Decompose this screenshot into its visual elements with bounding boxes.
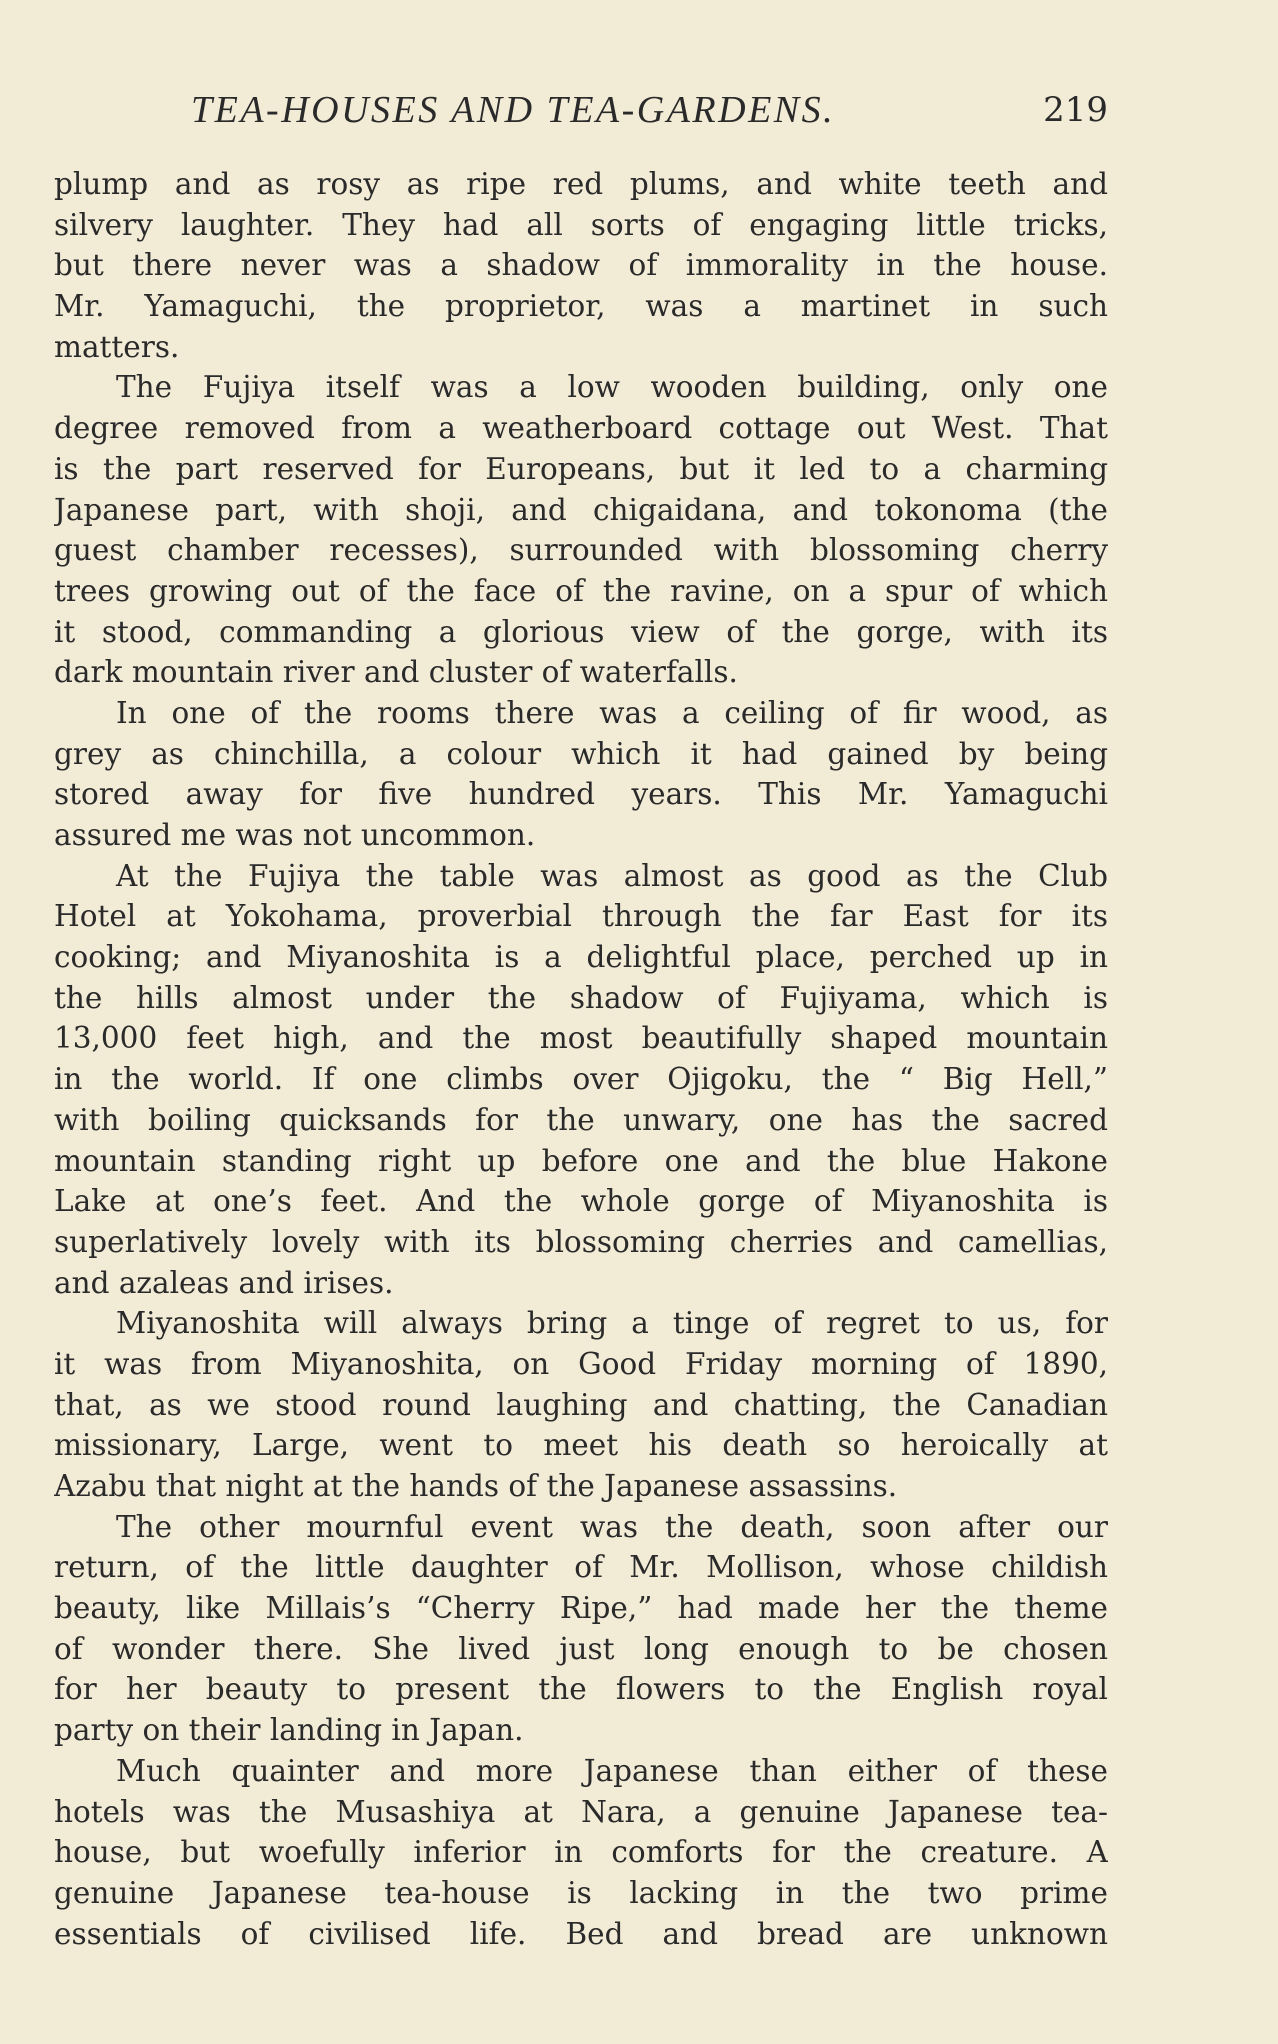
text-line: hotels was the Musashiya at Nara, a genuine Japanese tea- [54, 1794, 1108, 1829]
text-line: Miyanoshita will always bring a tinge of regret to us, for [116, 1306, 1108, 1341]
text-line: genuine Japanese tea-house is lacking in the two prime [54, 1875, 1108, 1910]
text-line: Japanese part, with shoji, and chigaidana, and tokonoma (the [54, 492, 1108, 527]
text-line: with boiling quicksands for the unwary, one has the sacred [54, 1102, 1108, 1137]
text-line: it stood, commanding a glorious view of the gorge, with its [54, 614, 1108, 649]
text-line: the hills almost under the shadow of Fujiyama, which is [54, 980, 1108, 1015]
text-line: trees growing out of the face of the ravine, on a spur of which [54, 573, 1108, 608]
text-line: Lake at one’s feet. And the whole gorge of Miyanoshita is [54, 1184, 1108, 1219]
text-line: and azaleas and irises. [54, 1265, 394, 1300]
text-line: degree removed from a weatherboard cottage out West. That [54, 411, 1108, 446]
page-number: 219 [1043, 90, 1108, 130]
text-line: essentials of civilised life. Bed and bread are unknown [54, 1916, 1108, 1951]
text-line: superlatively lovely with its blossoming cherries and camellias, [54, 1224, 1108, 1259]
text-line: mountain standing right up before one and the blue Hakone [54, 1143, 1108, 1178]
text-line: is the part reserved for Europeans, but it led to a charming [54, 451, 1108, 486]
text-line: Much quainter and more Japanese than either of these [116, 1753, 1108, 1788]
text-line: but there never was a shadow of immorality in the house. [54, 248, 1108, 283]
text-line: 13,000 feet high, and the most beautifully shaped mountain [54, 1021, 1108, 1056]
text-line: Hotel at Yokohama, proverbial through the far East for its [54, 899, 1108, 934]
text-line: for her beauty to present the flowers to the English royal [54, 1672, 1108, 1707]
body-text [54, 164, 1108, 1954]
text-line: stored away for five hundred years. This Mr. Yamaguchi [54, 777, 1108, 812]
text-line: guest chamber recesses), surrounded with blossoming cherry [54, 533, 1108, 568]
text-line: matters. [54, 329, 180, 364]
text-line: in the world. If one climbs over Ojigoku, the “ Big Hell,” [54, 1062, 1108, 1097]
text-line: cooking; and Miyanoshita is a delightful place, perched up in [54, 940, 1108, 975]
text-line: that, as we stood round laughing and chatting, the Canadian [54, 1387, 1108, 1422]
text-line: The Fujiya itself was a low wooden building, only one [116, 370, 1108, 405]
text-line: house, but woefully inferior in comforts for the creature. A [54, 1835, 1108, 1870]
text-line: silvery laughter. They had all sorts of engaging little tricks, [54, 207, 1108, 242]
text-line: dark mountain river and cluster of waterfalls. [54, 655, 738, 690]
text-line: In one of the rooms there was a ceiling of fir wood, as [116, 695, 1108, 730]
text-line: assured me was not uncommon. [54, 818, 536, 852]
text-line: beauty, like Millais’s “Cherry Ripe,” had made her the theme [54, 1591, 1108, 1626]
text-line: it was from Miyanoshita, on Good Friday morning of 1890, [54, 1346, 1108, 1381]
text-line: return, of the little daughter of Mr. Mollison, whose childish [54, 1550, 1108, 1585]
text-line: Mr. Yamaguchi, the proprietor, was a martinet in such [54, 289, 1108, 324]
book-page [54, 0, 1108, 2044]
text-line: Azabu that night at the hands of the Japanese assassins. [54, 1469, 898, 1503]
text-line: missionary, Large, went to meet his death so heroically at [54, 1428, 1108, 1463]
text-line: of wonder there. She lived just long enough to be chosen [54, 1631, 1108, 1666]
text-line: At the Fujiya the table was almost as good as the Club [116, 858, 1108, 893]
text-line: The other mournful event was the death, soon after our [116, 1509, 1108, 1544]
text-line: grey as chinchilla, a colour which it had gained by being [54, 736, 1108, 771]
text-line: party on their landing in Japan. [54, 1713, 524, 1748]
text-line: plump and as rosy as ripe red plums, and white teeth and [54, 167, 1108, 201]
running-head [54, 88, 1108, 132]
running-title: TEA-HOUSES AND TEA-GARDENS. [191, 89, 836, 131]
